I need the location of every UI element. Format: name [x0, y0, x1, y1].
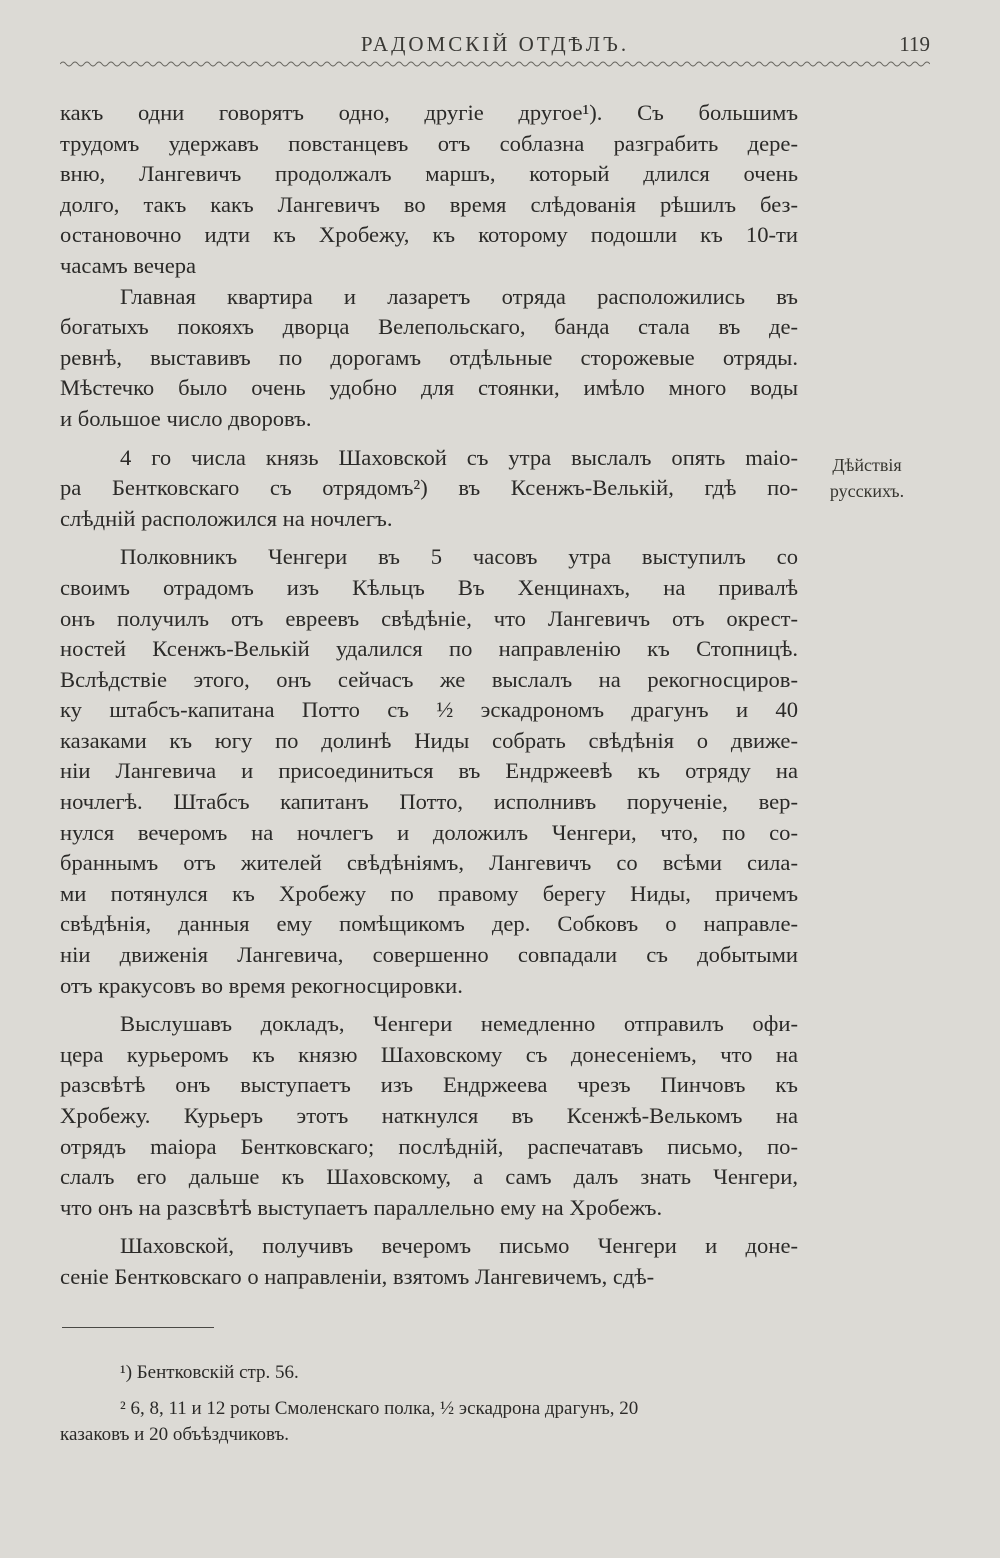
- text-line: ностей Ксенжъ-Велькій удалился по направленію къ Стопницѣ.: [60, 636, 798, 662]
- text-line: нулся вечеромъ на ночлегъ и доложилъ Ченгери, что, по со-: [60, 819, 798, 845]
- body-text: [60, 98, 798, 1293]
- marginal-note-line: русскихъ.: [829, 481, 905, 501]
- text-line: свѣдѣнія, данныя ему помѣщикомъ дер. Собковъ о направле-: [60, 911, 798, 937]
- wavy-rule: [60, 58, 930, 70]
- footnote-1: ¹) Бентковскій стр. 56.: [120, 1362, 299, 1383]
- text-line: ревнѣ, выставивъ по дорогамъ отдѣльные сторожевые отряды.: [60, 344, 798, 370]
- text-line: богатыхъ покояхъ дворца Велепольскаго, банда стала въ де-: [60, 314, 798, 340]
- running-title: РАДОМСКІЙ ОТДѢЛЪ.: [360, 32, 630, 56]
- text-line: своимъ отрадомъ изъ Кѣльцъ Въ Хенцинахъ, на привалѣ: [60, 574, 798, 600]
- text-line: Вслѣдствіе этого, онъ сейчасъ же выслалъ на рекогносциров-: [60, 666, 798, 692]
- text-line: отрядъ maiopa Бентковскаго; послѣдній, распечатавъ письмо, по-: [60, 1133, 798, 1159]
- text-line: ночлегѣ. Штабсъ капитанъ Потто, исполнивъ порученіе, вер-: [60, 789, 798, 815]
- text-line: отъ кракусовъ во время рекогносцировки.: [60, 972, 463, 998]
- text-line: ми потянулся къ Хробежу по правому берегу Ниды, причемъ: [60, 880, 798, 906]
- text-line: остановочно идти къ Хробежу, къ которому подошли къ 10-ти: [60, 222, 798, 248]
- text-line: часамъ вечера: [60, 252, 197, 278]
- footnote-2-continuation: казаковъ и 20 объѣздчиковъ.: [60, 1424, 290, 1445]
- footnote-rule: [62, 1327, 214, 1328]
- marginal-note-line: Дѣйствія: [832, 455, 902, 475]
- text-line: ніи движенія Лангевича, совершенно совпадали съ добытыми: [60, 942, 798, 968]
- text-line: Шаховской, получивъ вечеромъ письмо Ченгери и доне-: [120, 1233, 798, 1259]
- text-line: ніи Лангевича и присоединиться въ Ендржеевѣ къ отряду на: [60, 758, 798, 784]
- text-line: казаками къ югу по долинѣ Ниды собрать свѣдѣнія о движе-: [60, 727, 798, 753]
- text-line: долго, такъ какъ Лангевичъ во время слѣдованія рѣшилъ без-: [60, 191, 798, 217]
- text-line: Мѣстечко было очень удобно для стоянки, имѣло много воды: [60, 375, 798, 401]
- text-line: вню, Лангевичъ продолжалъ маршъ, который длился очень: [60, 161, 798, 187]
- text-line: онъ получилъ отъ евреевъ свѣдѣніе, что Лангевичъ отъ окрест-: [60, 605, 798, 631]
- text-line: 4 го числа князь Шаховской съ утра выслалъ опять maio-: [120, 444, 798, 470]
- text-line: Хробежу. Курьеръ этотъ наткнулся въ Ксенжѣ-Велькомъ на: [60, 1103, 798, 1128]
- text-line: слалъ его дальше къ Шаховскому, а самъ далъ знать Ченгери,: [60, 1164, 798, 1190]
- text-line: Полковникъ Ченгери въ 5 часовъ утра выступилъ со: [120, 544, 798, 570]
- footnotes: [60, 1360, 805, 1448]
- text-line: браннымъ отъ жителей свѣдѣніямъ, Лангевичъ со всѣми сила-: [60, 850, 798, 876]
- text-line: трудомъ удержавъ повстанцевъ отъ соблазна разграбить дере-: [60, 130, 798, 156]
- text-line: что онъ на разсвѣтѣ выступаетъ параллельно ему на Хробежъ.: [60, 1194, 663, 1220]
- text-line: ра Бентковскаго съ отрядомъ²) въ Ксенжъ-Велькій, гдѣ по-: [60, 475, 798, 501]
- footnote-2: ² 6, 8, 11 и 12 роты Смоленскаго полка, ½ эскадрона драгунъ, 20: [120, 1398, 639, 1419]
- text-line: какъ одни говорятъ одно, другіе другое¹). Съ большимъ: [60, 100, 798, 125]
- text-line: Главная квартира и лазаретъ отряда расположились въ: [120, 283, 798, 309]
- text-line: и большое число дворовъ.: [60, 405, 312, 431]
- marginal-note: [812, 452, 922, 504]
- running-head: [60, 30, 930, 60]
- text-line: Выслушавъ докладъ, Ченгери немедленно отправилъ офи-: [120, 1011, 798, 1037]
- text-line: разсвѣтѣ онъ выступаетъ изъ Ендржеева чрезъ Пинчовъ къ: [60, 1072, 798, 1098]
- text-line: сеніе Бентковскаго о направленіи, взятомъ Лангевичемъ, сдѣ-: [60, 1263, 655, 1289]
- text-line: ку штабсъ-капитана Потто съ ½ эскадрономъ драгунъ и 40: [60, 697, 798, 723]
- text-line: цера курьеромъ къ князю Шаховскому съ донесеніемъ, что на: [60, 1041, 798, 1067]
- text-line: слѣдній расположился на ночлегъ.: [60, 505, 393, 531]
- page-number: 119: [899, 32, 930, 56]
